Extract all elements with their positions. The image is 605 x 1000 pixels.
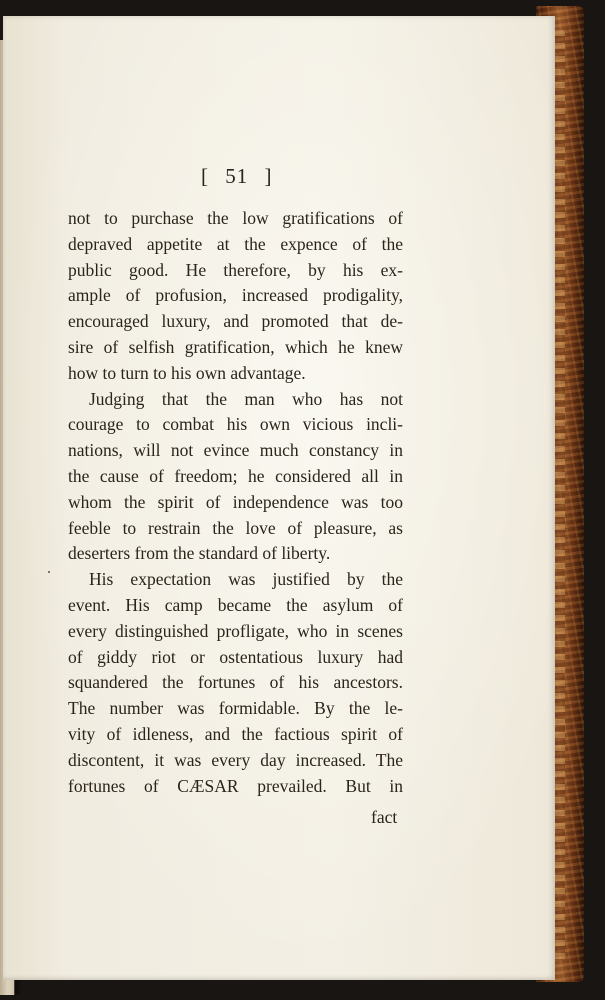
paper-speck [48, 571, 50, 573]
book-page [3, 16, 555, 980]
text-line: deserters from the standard of liberty. [68, 543, 331, 564]
text-line: the cause of freedom; he considered all in [68, 465, 403, 486]
text-line: every distinguished profligate, who in scenes [68, 620, 403, 641]
text-line: Judging that the man who has not [89, 388, 403, 409]
body-text [68, 206, 403, 799]
text-line: not to purchase the low gratifications of [68, 208, 403, 228]
text-line: The number was formidable. By the le- [68, 698, 403, 719]
text-line: nations, will not evince much constancy in [68, 440, 403, 461]
text-line: public good. He therefore, by his ex- [68, 259, 403, 280]
text-line: ample of profusion, increased prodigality, [68, 285, 403, 306]
text-line: how to turn to his own advantage. [68, 362, 306, 383]
text-line: event. His camp became the asylum of [68, 594, 403, 615]
text-line: sire of selfish gratification, which he knew [68, 336, 403, 357]
text-line: whom the spirit of independence was too [68, 491, 403, 512]
text-line: depraved appetite at the expence of the [68, 233, 403, 254]
text-line: encouraged luxury, and promoted that de- [68, 311, 403, 332]
page-number: [ 51 ] [201, 164, 273, 188]
text-line: fortunes of CÆSAR prevailed. But in [68, 775, 403, 796]
text-line: feeble to restrain the love of pleasure, as [68, 517, 403, 538]
text-line: courage to combat his own vicious incli- [68, 414, 403, 435]
text-line: of giddy riot or ostentatious luxury had [68, 646, 403, 667]
catchword: fact [371, 807, 398, 827]
text-line: His expectation was justified by the [89, 569, 403, 590]
text-line: squandered the fortunes of his ancestors. [68, 672, 403, 693]
text-line: vity of idleness, and the factious spirit of [68, 723, 403, 744]
text-line: discontent, it was every day increased. The [68, 749, 403, 770]
